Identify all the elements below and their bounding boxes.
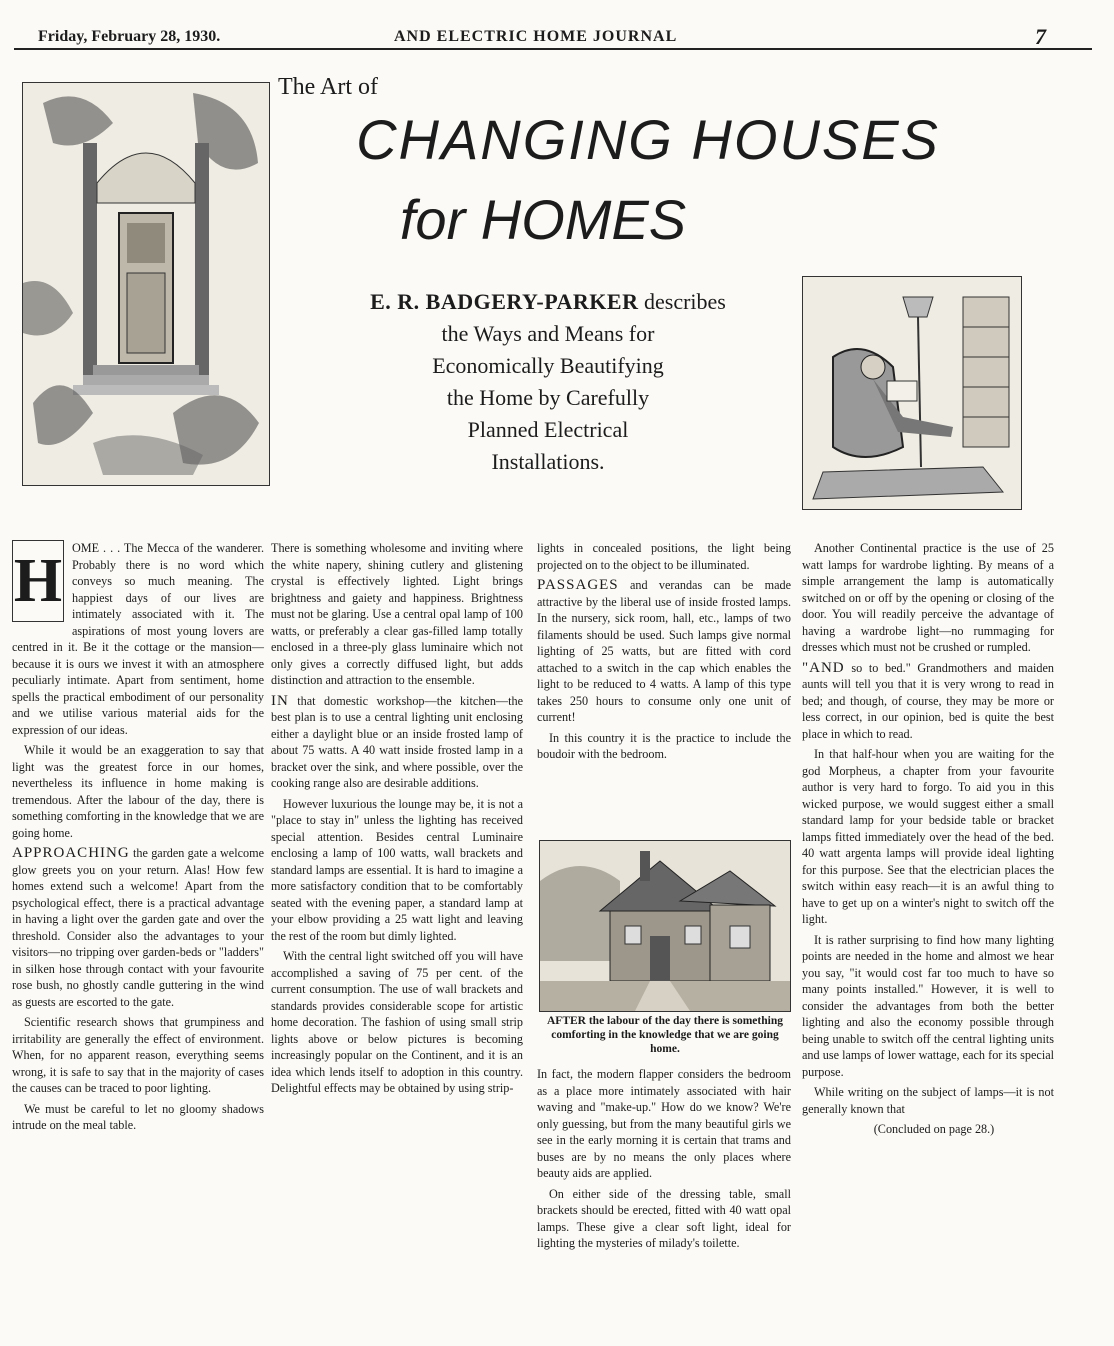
author-name: E. R. BADGERY-PARKER: [370, 289, 639, 314]
paragraph: It is rather surprising to find how many lighting points are needed in the home and almost we hear you say, "it would cost far too much to have so many points installed." However, it is well to consider the advantages from both the better lighting and also the economy possible through being unable to switch off the central lighting units and use lamps of lower wattage, each for its special purpose.: [802, 932, 1054, 1079]
deck-line-1-rest: describes: [638, 289, 726, 314]
paragraph: In fact, the modern flapper considers the bedroom as a place more intimately associated with hair waving and "make-up." How do we know? We're only guessing, but from the many beautiful girls we see in the early morning it is certain that trams and buses are by no means the only places where beauty aids are applied.: [537, 1067, 791, 1180]
reading-chair-illustration: [802, 276, 1022, 510]
masthead: [14, 20, 1092, 50]
paragraph: Scientific research shows that grumpiness and irritability are generally the effect of environment. When, for no apparent reason, everything seems wrong, it is safe to say that in the majority of cases the causes can be traced to poor lighting.: [12, 1015, 264, 1095]
paragraph: [12, 845, 264, 1010]
article-column-2: [271, 540, 523, 1101]
paragraph-lead: APPROACHING: [12, 845, 130, 861]
paragraph: We must be careful to let no gloomy shadows intrude on the meal table.: [12, 1101, 264, 1132]
paragraph-lead: "AND: [802, 659, 845, 676]
article-column-3-continued: [537, 1066, 791, 1256]
paragraph: [802, 660, 1054, 743]
paragraph: On either side of the dressing table, small brackets should be erected, fitted with 40 watt opal lamps. These give a clear soft light, ideal for lighting the mysteries of milady's toilette.: [537, 1186, 791, 1250]
deck-line-6: Installations.: [491, 449, 605, 474]
paragraph: [537, 577, 791, 726]
paragraph: [271, 693, 523, 792]
paragraph: lights in concealed positions, the light being projected on to the object to be illuminated.: [537, 541, 791, 572]
issue-date: Friday, February 28, 1930.: [38, 28, 221, 45]
paragraph: While it would be an exaggeration to say that light was the greatest force in our homes, nevertheless its influence in home making is tremendous. After the labour of the day, there is something comforting in the knowledge that we are going home.: [12, 743, 264, 840]
article-column-3: [537, 540, 791, 767]
paragraph: OME . . . The Mecca of the wanderer. Probably there is no word which conveys so much meaning. The happiest days of our lives are intimately associated with it. The aspirations of most young lovers are centred in it. Be it the cottage or the mansion—because it is ours we invest it with an atmosphere peculiarly intimate. Apart from sentiment, home spells the practical embodiment of our personality and we utilise various material aids for the expression of our ideas.: [12, 541, 264, 737]
deck-line-2: the Ways and Means for: [441, 321, 655, 346]
paragraph: There is something wholesome and inviting where the white napery, shining cutlery and glistening crystal is effectively lighted. Light brings brightness and gaiety and happiness. Brightness must not be glaring. Use a central opal lamp of 100 watts, or preferably a clear gas-filled lamp totally enclosed in a three-ply glass luminaire which not only gives a correctly diffused light, but adds distinction and attraction to the ensemble.: [271, 541, 523, 687]
headline-pre: The Art of: [278, 74, 378, 100]
paragraph-text: the garden gate a welcome glow greets you on your return. Alas! How few homes extend such a welcome! Apart from the psychological effect, there is a practical advantage in having a light over the garden gate and over the threshold. Consider also the advantages to your visitors—no tripping over garden-beds or "ladders" in silken hose through contact with your favourite rose bush, no ghostly candle guttering in the wind as guests are escorted to the gate.: [12, 846, 264, 1009]
paragraph: In that half-hour when you are waiting for the god Morpheus, a chapter from your favourite author is very hard to forgo. To aid you in this wicked purpose, we would suggest either a small standard lamp for your bedside table or bracket lamps fitted immediately over the head of the bed. 40 watt argenta lamps will provide ideal lighting for this purpose. See that the electrician places the switch within easy reach—it is an awful thing to have to get up on a winter's night to switch off the light.: [802, 747, 1054, 926]
publication-name: AND ELECTRIC HOME JOURNAL: [394, 28, 678, 45]
paragraph: While writing on the subject of lamps—it is not generally known that: [802, 1085, 1054, 1116]
deck-line-4: the Home by Carefully: [446, 385, 650, 410]
porch-illustration: [22, 82, 270, 486]
photo-caption: AFTER the labour of the day there is something comforting in the knowledge that we are going home.: [547, 1015, 783, 1055]
deck-line-1: [298, 286, 798, 318]
page-number: 7: [1035, 24, 1046, 49]
headline-sub: for HOMES: [399, 188, 687, 251]
paragraph-lead: PASSAGES: [537, 577, 619, 593]
house-photo: [539, 840, 791, 1012]
paragraph-text: and verandas can be made attractive by the liberal use of inside frosted lamps. In the nursery, sick room, hall, etc., lamps of two filaments should be used. Such lamps give normal lighting of 25 watts, but are fitted with cord attached to a switch in the cap which enables the light to be reduced to 4 watts. A lamp of this type takes 250 hours to consume only one unit of current!: [537, 578, 791, 724]
deck-line-5: Planned Electrical: [467, 417, 629, 442]
paragraph-text: so to bed." Grandmothers and maiden aunts will tell you that it is very wrong to read in bed; and though, of course, they may be more or less correct, in our opinion, bed is quite the best place in which to read.: [802, 660, 1054, 741]
paragraph: With the central light switched off you will have accomplished a saving of 75 per cent. of the current consumption. The use of wall brackets and standards provides considerable scope for artistic home decoration. The fashion of using small strip lights above or below pictures is becoming increasingly popular on the Continent, and it is an idea which lends itself to adoption in this country. Delightful effects may be obtained by using strip-: [271, 949, 523, 1095]
continuation-note: (Concluded on page 28.): [873, 1122, 995, 1136]
drop-cap: H: [12, 540, 64, 622]
article-column-4: [802, 540, 1054, 1142]
paragraph: However luxurious the lounge may be, it is not a "place to stay in" unless the lighting has received special attention. Besides central Luminaire enclosing a lamp of 100 watts, wall brackets and standard lamps are essential. It is hard to imagine a more satisfactory condition that to be comfortably seated with the evening paper, a standard lamp at your elbow providing a 25 watt light and leaving the rest of the room but dimly lighted.: [271, 796, 523, 943]
deck-line-3: Economically Beautifying: [432, 353, 664, 378]
paragraph: In this country it is the practice to include the boudoir with the bedroom.: [537, 730, 791, 761]
paragraph-lead: IN: [271, 692, 289, 709]
article-column-1: [12, 540, 264, 1138]
paragraph: Another Continental practice is the use of 25 watt lamps for wardrobe lighting. By means of a simple arrangement the lamp is automatically switched on or off by the opening or closing of the door. You will readily perceive the advantage of having a wardrobe light—no rummaging for dresses which must not be crushed or rumpled.: [802, 541, 1054, 654]
article-deck: [298, 286, 798, 478]
headline-main: CHANGING HOUSES: [356, 108, 940, 171]
paragraph-text: that domestic workshop—the kitchen—the best plan is to use a central lighting unit enclosing either a daylight blue or an inside frosted lamp of about 75 watts. A 40 watt inside frosted lamp in a bracket over the sink, and where possible, over the cooking range also are desirable additions.: [271, 693, 523, 790]
